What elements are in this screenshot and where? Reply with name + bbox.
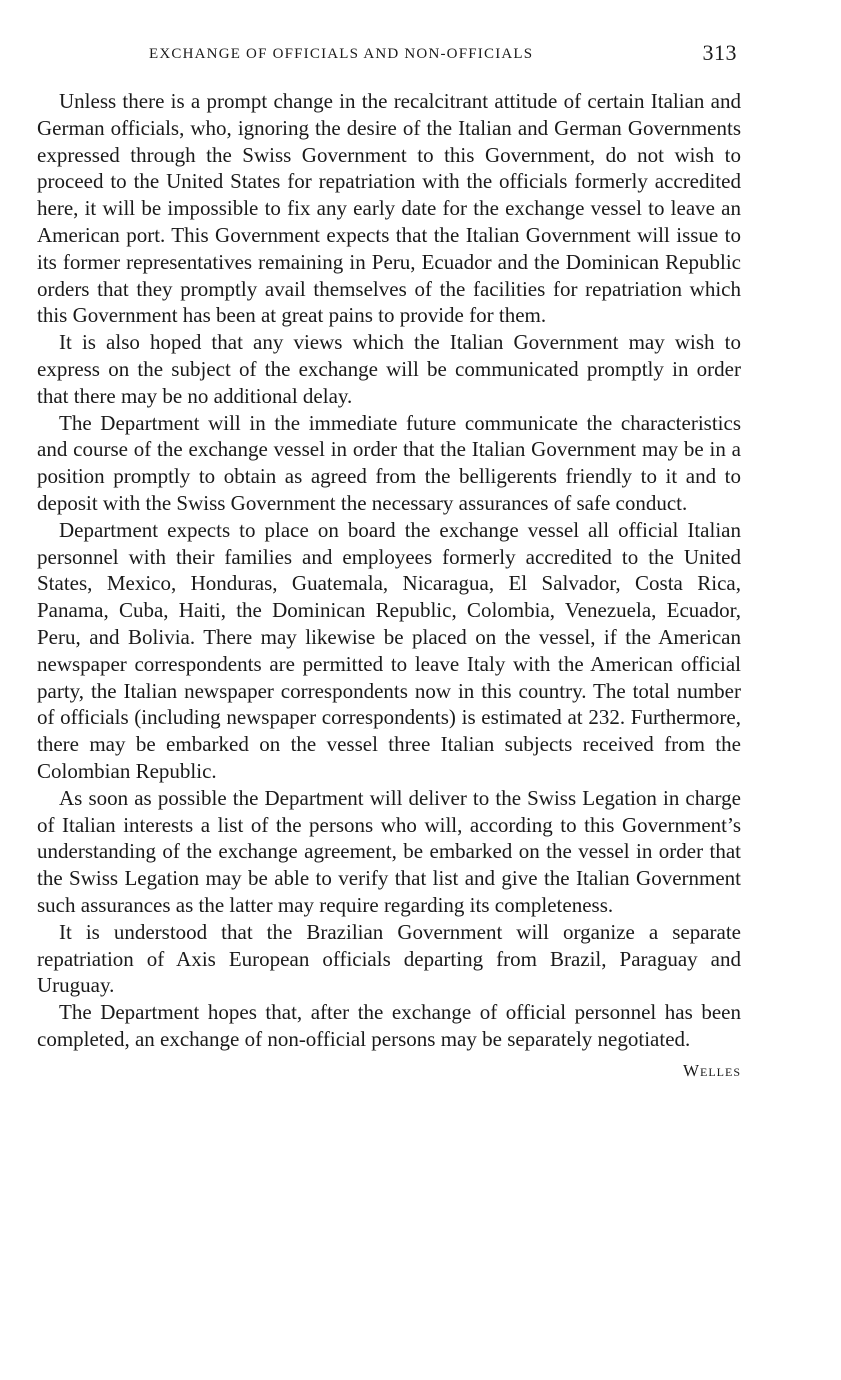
paragraph: It is understood that the Brazilian Government will organize a separate repatriation of Axis European officials departing from Brazil, Paraguay and Uruguay.	[37, 919, 741, 998]
paragraph: Department expects to place on board the exchange vessel all official Italian personnel with their families and employees formerly accredited to the United States, Mexico, Honduras, Guatemala, Nicaragua, El Salvador, Costa Rica, Panama, Cuba, Haiti, the Dominican Republic, Colombia, Venezuela, Ecuador, Peru, and Bolivia. There may likewise be placed on the vessel, if the American newspaper correspondents are permitted to leave Italy with the American official party, the Italian newspaper correspondents now in this country. The total number of officials (including newspaper correspondents) is estimated at 232. Furthermore, there may be embarked on the vessel three Italian subjects received from the Colombian Republic.	[37, 517, 741, 783]
paragraph: It is also hoped that any views which the Italian Government may wish to express on the subject of the exchange will be communicated promptly in order that there may be no additional delay.	[37, 330, 741, 408]
paragraph: As soon as possible the Department will deliver to the Swiss Legation in charge of Italian interests a list of the persons who will, according to this Government’s understanding of the exchange agreement, be embarked on the vessel in order that the Swiss Legation may be able to verify that list and give the Italian Government such assurances as the latter may require regarding its completeness.	[37, 785, 741, 917]
paragraph: The Department hopes that, after the exchange of official personnel has been completed, an exchange of non-official persons may be separately negotiated.	[37, 1000, 741, 1051]
body-text	[37, 88, 741, 1053]
running-header	[37, 38, 741, 70]
paragraph: Unless there is a prompt change in the recalcitrant attitude of certain Italian and German officials, who, ignoring the desire of the Italian and German Governments expressed through the Swiss Government to this Government, do not wish to proceed to the United States for repatriation with the officials formerly accredited here, it will be impossible to fix any early date for the exchange vessel to leave an American port. This Government expects that the Italian Government will issue to its former representatives remaining in Peru, Ecuador and the Dominican Republic orders that they promptly avail themselves of the facilities for repatriation which this Government has been at great pains to provide for them.	[37, 89, 741, 328]
running-header-title: EXCHANGE OF OFFICIALS AND NON-OFFICIALS	[149, 46, 534, 62]
paragraph: The Department will in the immediate future communicate the characteristics and course of the exchange vessel in order that the Italian Government may be in a position promptly to obtain as agreed from the belligerents friendly to it and to deposit with the Swiss Government the necessary assurances of safe conduct.	[37, 410, 741, 515]
document-page	[37, 38, 741, 1081]
page-number: 313	[702, 40, 737, 65]
signature: Welles	[682, 1060, 741, 1080]
